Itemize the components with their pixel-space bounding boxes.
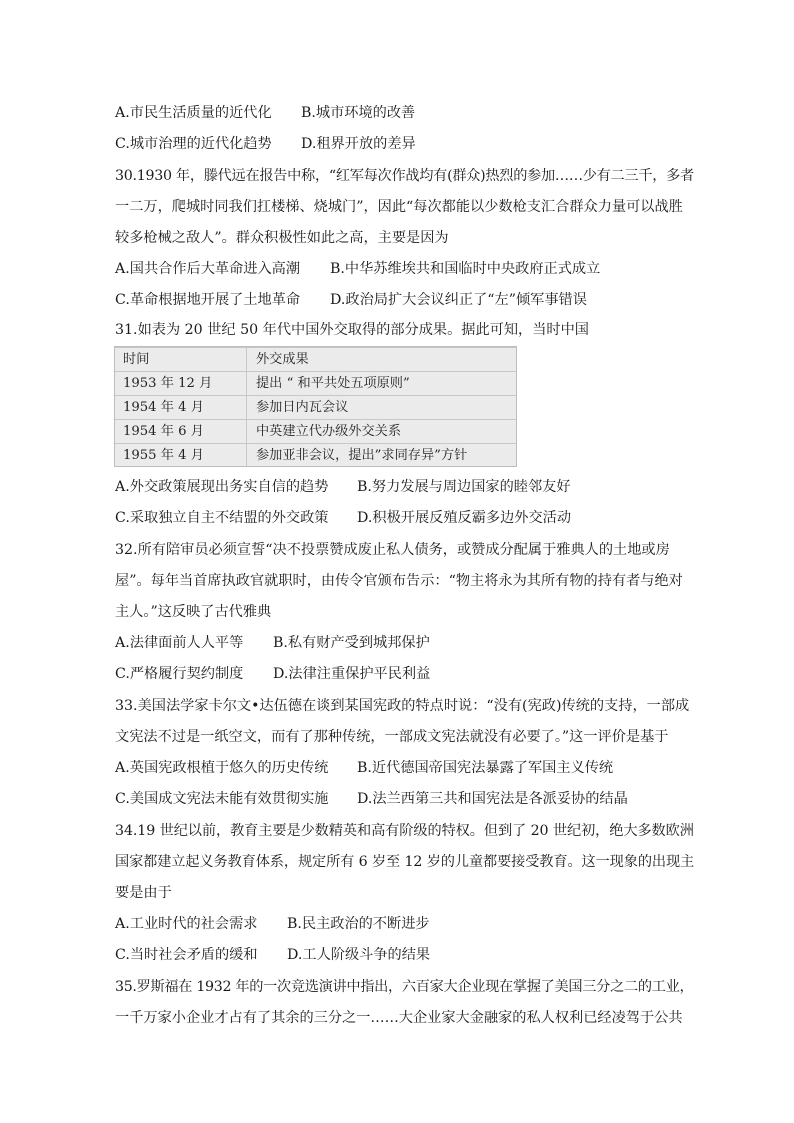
diplomacy-table <box>114 346 517 467</box>
q32-option-a: A.法律面前人人平等 <box>115 635 244 651</box>
q34-option-b: B.民主政治的不断进步 <box>287 916 430 932</box>
q29-option-a: A.市民生活质量的近代化 <box>115 105 272 121</box>
q33-option-b: B.近代德国帝国宪法暴露了军国主义传统 <box>357 760 614 776</box>
table-cell-date: 1954 年 6 月 <box>123 424 204 439</box>
q33-stem-line1: 33.美国法学家卡尔文•达伍德在谈到某国宪政的特点时说：“没有(宪政)传统的支持，一部成 <box>115 698 690 714</box>
q29-option-b: B.城市环境的改善 <box>301 105 416 121</box>
q31-option-d: D.积极开展反殖反霸多边外交活动 <box>357 510 572 526</box>
q35-stem-line1: 35.罗斯福在 1932 年的一次竞选演讲中指出，六百家大企业现在掌握了美国三分之二的工业， <box>115 979 694 995</box>
q34-option-c: C.当时社会矛盾的缓和 <box>115 947 258 963</box>
q31-option-c: C.采取独立自主不结盟的外交政策 <box>115 510 329 526</box>
q32-option-d: D.法律注重保护平民利益 <box>273 666 431 682</box>
table-header-result: 外交成果 <box>256 352 309 367</box>
table-row <box>115 371 516 396</box>
q32-stem-line1: 32.所有陪审员必须宣誓“决不投票赞成废止私人债务，或赞成分配属于雅典人的土地或房 <box>115 542 670 558</box>
q29-option-d: D.租界开放的差异 <box>301 136 416 152</box>
q32-option-b: B.私有财产受到城邦保护 <box>273 635 430 651</box>
q30-option-c: C.革命根据地开展了土地革命 <box>115 292 301 308</box>
table-cell-date: 1954 年 4 月 <box>123 400 204 415</box>
q34-stem-line2: 国家都建立起义务教育体系，规定所有 6 岁至 12 岁的儿童都要接受教育。这一现象的出现主 <box>115 854 695 870</box>
q30-option-d: D.政治局扩大会议纠正了“左”倾军事错误 <box>330 292 587 308</box>
table-header-row <box>115 347 516 372</box>
q33-option-d: D.法兰西第三共和国宪法是各派妥协的结晶 <box>357 791 628 807</box>
table-cell-result: 提出 “ 和平共处五项原则” <box>256 376 410 391</box>
q32-stem-line3: 主人。”这反映了古代雅典 <box>115 604 272 620</box>
table-row <box>115 443 516 468</box>
table-header-time: 时间 <box>123 352 150 367</box>
table-cell-date: 1955 年 4 月 <box>123 448 204 463</box>
table-cell-date: 1953 年 12 月 <box>123 376 213 391</box>
q31-stem-line1: 31.如表为 20 世纪 50 年代中国外交取得的部分成果。据此可知，当时中国 <box>115 322 589 338</box>
q30-stem-line2: 一二万，爬城时同我们扛楼梯、烧城门”，因此“每次都能以少数枪支汇合群众力量可以战胜 <box>115 199 683 215</box>
q32-option-c: C.严格履行契约制度 <box>115 666 244 682</box>
q30-option-b: B.中华苏维埃共和国临时中央政府正式成立 <box>330 261 601 277</box>
table-row <box>115 419 516 444</box>
q33-option-c: C.美国成文宪法未能有效贯彻实施 <box>115 791 329 807</box>
q31-option-a: A.外交政策展现出务实自信的趋势 <box>115 479 329 495</box>
q34-option-a: A.工业时代的社会需求 <box>115 916 258 932</box>
q30-stem-line3: 较多枪械之敌人”。群众积极性如此之高，主要是因为 <box>115 230 449 246</box>
q35-stem-line2: 一千万家小企业才占有了其余的三分之一……大企业家大金融家的私人权利已经凌驾于公共 <box>115 1010 683 1026</box>
q33-stem-line2: 文宪法不过是一纸空文，而有了那种传统，一部成文宪法就没有必要了。”这一评价是基于 <box>115 729 669 745</box>
q32-stem-line2: 屋”。每年当首席执政官就职时，由传令官颁布告示：“物主将永为其所有物的持有者与绝对 <box>115 573 683 589</box>
q33-option-a: A.英国宪政根植于悠久的历史传统 <box>115 760 329 776</box>
q34-stem-line1: 34.19 世纪以前，教育主要是少数精英和高有阶级的特权。但到了 20 世纪初，绝大多数欧洲 <box>115 823 694 839</box>
table-cell-result: 参加日内瓦会议 <box>256 400 349 415</box>
q29-option-c: C.城市治理的近代化趋势 <box>115 136 272 152</box>
q30-option-a: A.国共合作后大革命进入高潮 <box>115 261 301 277</box>
table-cell-result: 中英建立代办级外交关系 <box>256 424 402 439</box>
table-row <box>115 395 516 420</box>
q30-stem-line1: 30.1930 年，滕代远在报告中称，“红军每次作战均有(群众)热烈的参加……少有二三千，多者 <box>115 168 694 184</box>
q31-option-b: B.努力发展与周边国家的睦邻友好 <box>357 479 571 495</box>
q34-option-d: D.工人阶级斗争的结果 <box>287 947 431 963</box>
table-cell-result: 参加亚非会议，提出”求同存异”方针 <box>256 448 468 463</box>
q34-stem-line3: 要是由于 <box>115 885 172 901</box>
